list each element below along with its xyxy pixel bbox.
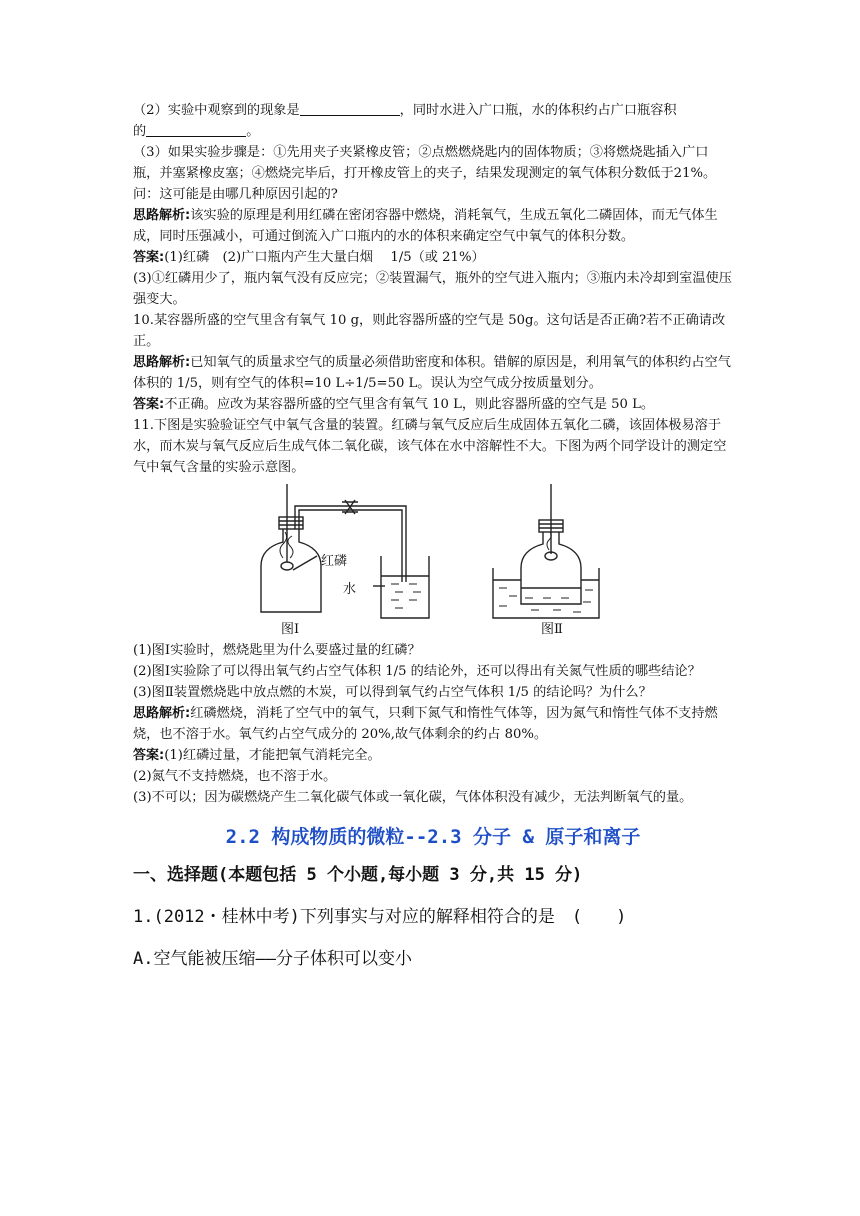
- combustion-spoon: [281, 562, 293, 570]
- figure-2-caption: 图Ⅱ: [541, 622, 563, 637]
- section-title: 2.2 构成物质的微粒--2.3 分子 & 原子和离子: [225, 826, 641, 848]
- q11-sub2: (2)图Ⅰ实验除了可以得出氧气约占空气体积 1/5 的结论外，还可以得出有关氮气性质的哪些结论？: [133, 664, 701, 679]
- part1-heading: 一、选择题(本题包括 5 个小题,每小题 3 分,共 15 分): [133, 865, 583, 885]
- apparatus-diagram: [133, 484, 733, 636]
- wide-mouth-bottle: [261, 529, 321, 612]
- q9-answer: 答案:(1)红磷 (2)广口瓶内产生大量白烟 1/5（或 21%）: [133, 250, 485, 265]
- connecting-tube: [295, 506, 406, 582]
- question-1-option-a: A.空气能被压缩——分子体积可以变小: [133, 949, 412, 969]
- figure-1-caption: 图Ⅰ: [281, 622, 300, 637]
- water-trough: [493, 568, 599, 618]
- experiment-figure: [133, 484, 733, 636]
- q11-analysis: 思路解析:红磷燃烧，消耗了空气中的氧气，只剩下氮气和惰性气体等，因为氮气和惰性气体不支持燃烧，也不溶于水。氧气约占空气成分的 20%,故气体剩余的约占 80%。: [133, 706, 718, 742]
- answer-blank: [146, 122, 246, 137]
- q9-part3: （3）如果实验步骤是：①先用夹子夹紧橡皮管；②点燃燃烧匙内的固体物质；③将燃烧匙插入广口瓶，并塞紧橡皮塞；④燃烧完毕后，打开橡皮管上的夹子，结果发现测定的氧气体积分数低于21%。问：这可能是由哪几种原因引起的?: [133, 145, 717, 202]
- q10-answer: 答案:不正确。应改为某容器所盛的空气里含有氧气 10 L，则此容器所盛的空气是 50 L。: [133, 397, 655, 412]
- answer-blank: [300, 101, 400, 116]
- q11-answer-2: (2)氮气不支持燃烧，也不溶于水。: [133, 769, 337, 784]
- q9-part2: （2）实验中观察到的现象是 ，同时水进入广口瓶，水的体积约占广口瓶容积 的 。: [133, 103, 677, 139]
- label-water: 水: [343, 582, 357, 597]
- label-red-phosphorus: 红磷: [321, 554, 348, 569]
- q11-sub1: (1)图Ⅰ实验时，燃烧匙里为什么要盛过量的红磷？: [133, 643, 421, 658]
- q10-analysis: 思路解析:已知氧气的质量求空气的质量必须借助密度和体积。错解的原因是，利用氧气的体积约占空气体积的 1/5，则有空气的体积=10 L÷1/5=50 L。误认为空气成分按质量划分。: [133, 355, 731, 391]
- beaker: [381, 556, 429, 618]
- q11-answer-1: 答案:(1)红磷过量，才能把氧气消耗完全。: [133, 748, 381, 763]
- question-1-stem: 1.(2012・桂林中考)下列事实与对应的解释相符合的是 ( ): [133, 907, 627, 927]
- q9-answer-3: (3)①红磷用少了，瓶内氧气没有反应完；②装置漏气，瓶外的空气进入瓶内；③瓶内未冷却到室温使压强变大。: [133, 271, 732, 307]
- q11-answer-3: (3)不可以；因为碳燃烧产生二氧化碳气体或一氧化碳，气体体积没有减少，无法判断氧气的量。: [133, 790, 693, 805]
- q9-analysis: 思路解析:该实验的原理是利用红磷在密闭容器中燃烧，消耗氧气，生成五氧化二磷固体，而无气体生成，同时压强减小，可通过倒流入广口瓶内的水的体积来确定空气中氧气的体积分数。: [133, 208, 718, 244]
- q10-question: 10.某容器所盛的空气里含有氧气 10 g，则此容器所盛的空气是 50g。这句话是否正确?若不正确请改正。: [133, 313, 726, 349]
- q11-sub3: (3)图Ⅱ装置燃烧匙中放点燃的木炭，可以得到氧气约占空气体积 1/5 的结论吗？为什么？: [133, 685, 652, 700]
- q11-question: 11.下图是实验验证空气中氧气含量的装置。红磷与氧气反应后生成固体五氧化二磷，该固体极易溶于水，而木炭与氧气反应后生成气体二氧化碳，该气体在水中溶解性不大。下图为两个同学设计的测定空气中氧气含量的实验示意图。: [133, 418, 727, 475]
- document-body: [133, 100, 733, 970]
- tube-clamp: [342, 500, 358, 514]
